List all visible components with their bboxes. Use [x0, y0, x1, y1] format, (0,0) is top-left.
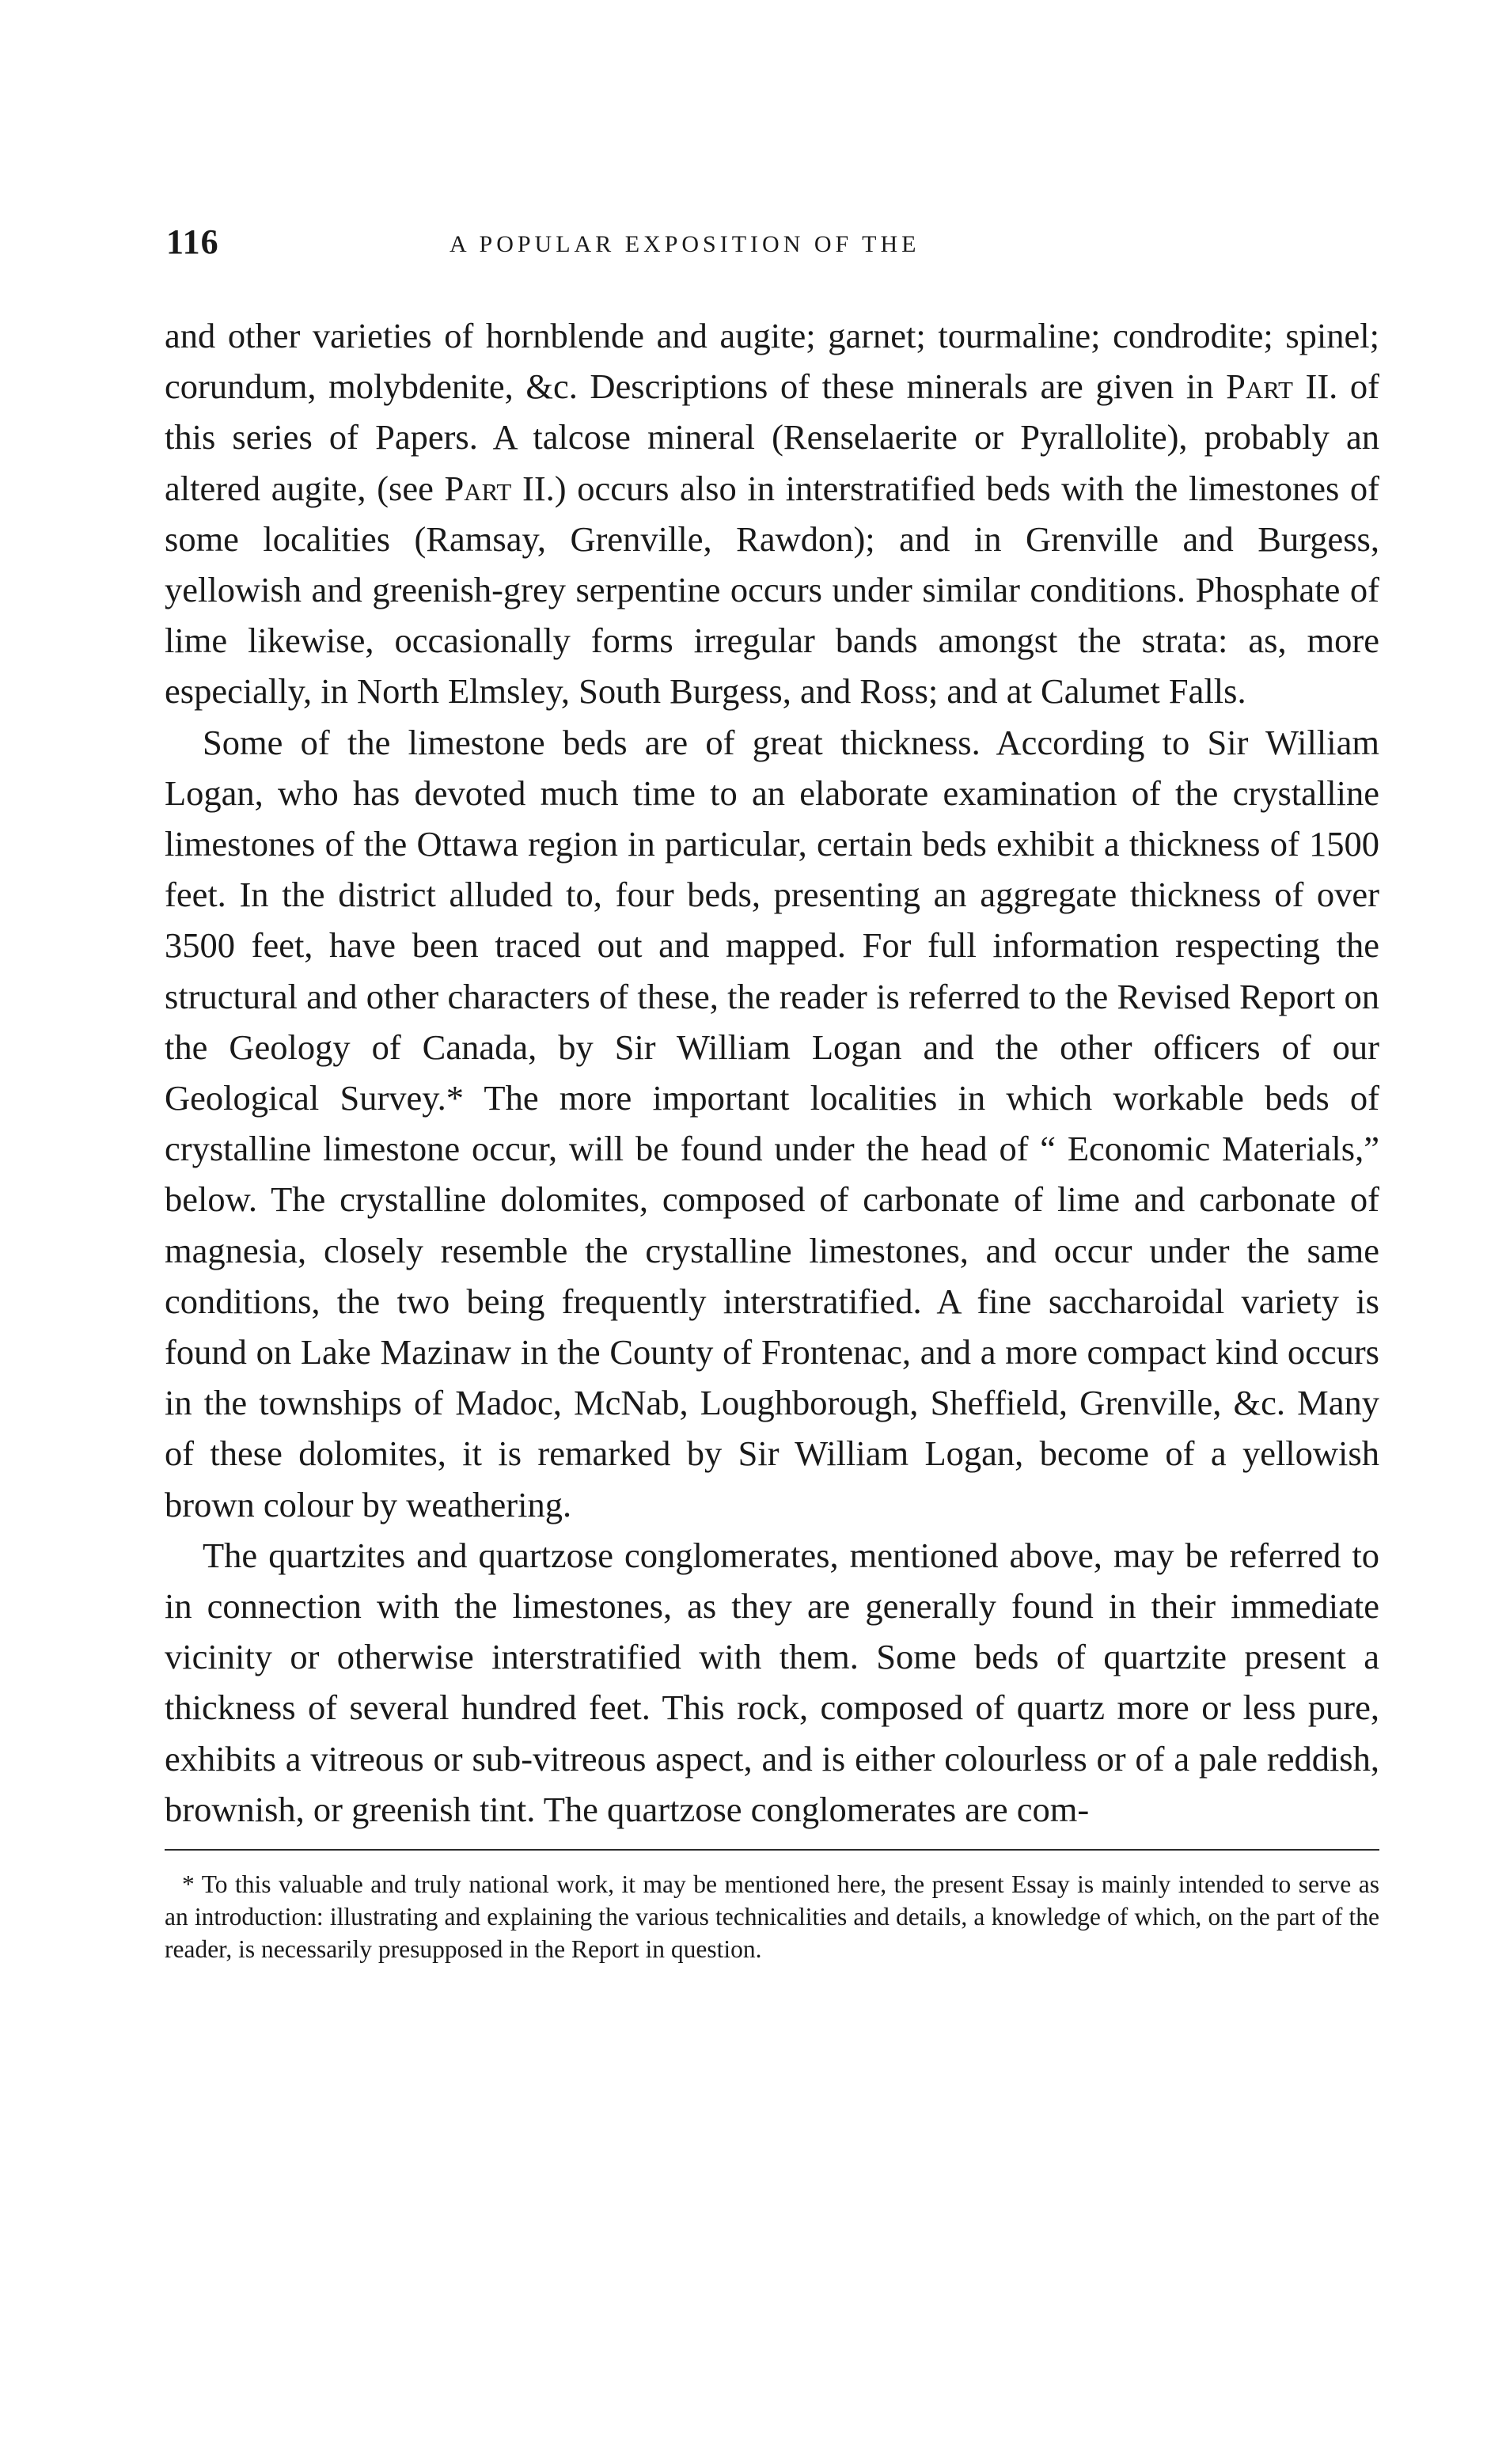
running-title: A POPULAR EXPOSITION OF THE [450, 231, 920, 257]
part-reference-1: Part [1226, 366, 1293, 407]
paragraph-1-part-c: II.) occurs also in interstratified beds with the limestones of some localities (Ramsay, Grenville, Rawdon); and in Grenville and Burgess, yellowish and greenish-grey serpentine occurs under similar conditions. Phosphate of lime likewise, occasionally forms irregular bands amongst the strata: as, more especially, in North Elmsley, South Burgess, and Ross; and at Calumet Falls. [165, 468, 1380, 712]
paragraph-1 [165, 310, 1379, 717]
paragraph-1-part-a: and other varieties of hornblende and augite; garnet; tourmaline; condrodite; spinel; corundum, molybdenite, &c. Descriptions of these minerals are given in [165, 316, 1379, 407]
book-page [165, 222, 1379, 1965]
part-reference-2: Part [444, 468, 512, 508]
paragraph-3: The quartzites and quartzose conglomerates, mentioned above, may be referred to in connection with the limestones, as they are generally found in their immediate vicinity or otherwise interstratified with them. Some beds of quartzite present a thickness of several hundred feet. This rock, composed of quartz more or less pure, exhibits a vitreous or sub-vitreous aspect, and is either colourless or of a pale reddish, brownish, or greenish tint. The quartzose conglomerates are com- [165, 1535, 1379, 1829]
paragraph-1-part-b: II. of this series of Papers. A talcose mineral (Renselaerite or Pyrallolite), probably an altered augite, (see [165, 366, 1379, 508]
body-text [165, 310, 1379, 1835]
running-head [165, 222, 1379, 277]
paragraph-2: Some of the limestone beds are of great thickness. According to Sir William Logan, who has devoted much time to an elaborate examination of the crystalline limestones of the Ottawa region in particular, certain beds exhibit a thickness of 1500 feet. In the district alluded to, four beds, presenting an aggregate thickness of over 3500 feet, have been traced out and mapped. For full information respecting the structural and other characters of these, the reader is referred to the Revised Report on the Geology of Canada, by Sir William Logan and the other officers of our Geological Survey.* The more important localities in which workable beds of crystalline limestone occur, will be found under the head of “ Economic Materials,” below. The crystalline dolomites, composed of carbonate of lime and carbonate of magnesia, closely resemble the crystalline limestones, and occur under the same conditions, the two being frequently interstratified. A fine saccharoidal variety is found on Lake Mazinaw in the County of Frontenac, and a more compact kind occurs in the townships of Madoc, McNab, Loughborough, Sheffield, Grenville, &c. Many of these dolomites, it is remarked by Sir William Logan, become of a yellowish brown colour by weathering. [165, 722, 1379, 1524]
footnote: * To this valuable and truly national work, it may be mentioned here, the present Essay is mainly intended to serve as an introduction: illustrating and explaining the various technicalities and details, a knowledge of which, on the part of the reader, is necessarily presupposed in the Report in question. [165, 1870, 1379, 1964]
page-number: 116 [166, 222, 219, 261]
footnote-rule [165, 1849, 1379, 1851]
